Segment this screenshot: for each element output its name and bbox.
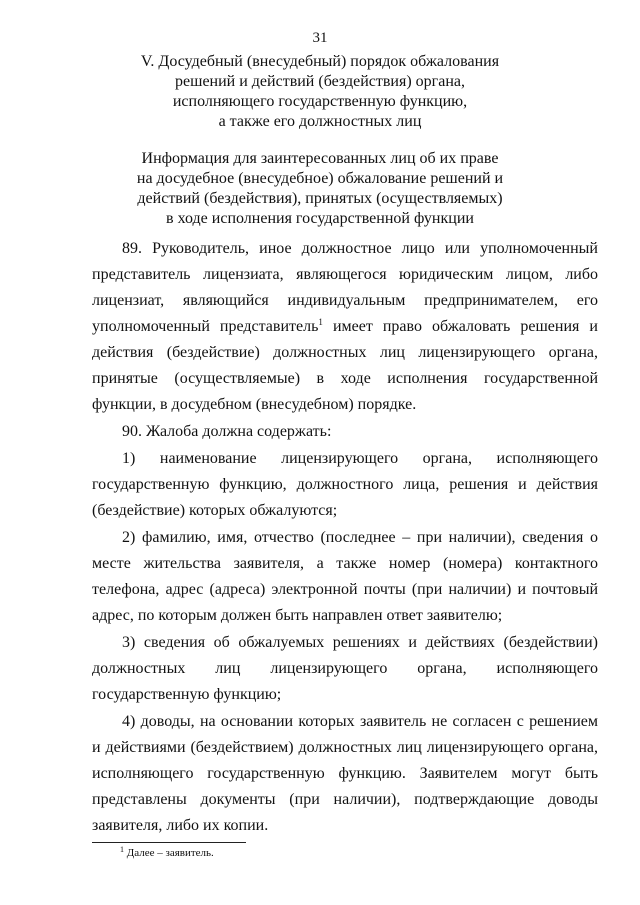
footnote-marker: 1	[120, 845, 124, 854]
section-heading	[92, 52, 548, 132]
footnote-text: Далее – заявитель.	[124, 847, 214, 859]
paragraph-89	[92, 236, 598, 418]
info-heading-line: Информация для заинтересованных лиц об их праве	[141, 150, 499, 167]
paragraph-90: 90. Жалоба должна содержать:	[122, 423, 332, 440]
section-heading-line: а также его должностных лиц	[218, 113, 422, 130]
section-heading-line: решений и действий (бездействия) органа,	[175, 73, 465, 90]
document-body	[92, 236, 598, 839]
list-item-4: 4) доводы, на основании которых заявитель не согласен с решением и действиями (бездействием) должностных лиц лицензирующего органа, исполняющего государственную функцию. Заявителем могут быть представлены документы (при наличии), подтверждающие доводы заявителя, либо их копии.	[92, 713, 598, 834]
list-item-3: 3) сведения об обжалуемых решениях и действиях (бездействии) должностных лиц лицензирующего органа, исполняющего государственную функцию;	[92, 634, 598, 703]
paragraph-89-text-continued: имеет право обжаловать решения и действия (бездействие) должностных лиц лицензирующего органа, принятые (осуществляемые) в ходе исполнения государственной функции, в досудебном (внесудебном) порядке.	[92, 318, 598, 413]
info-heading	[92, 149, 548, 229]
section-heading-line: исполняющего государственную функцию,	[172, 93, 468, 110]
info-heading-line: в ходе исполнения государственной функции	[166, 210, 474, 227]
footnote	[120, 846, 214, 860]
info-heading-line: на досудебное (внесудебное) обжалование решений и	[136, 170, 504, 187]
list-item-1: 1) наименование лицензирующего органа, исполняющего государственную функцию, должностного лица, решения и действия (бездействие) которых обжалуются;	[92, 450, 598, 519]
footnote-reference: 1	[318, 317, 323, 327]
section-heading-line: V. Досудебный (внесудебный) порядок обжалования	[140, 53, 500, 70]
info-heading-line: действий (бездействия), принятых (осуществляемых)	[137, 190, 503, 207]
page-number: 31	[312, 30, 328, 46]
list-item-2: 2) фамилию, имя, отчество (последнее – при наличии), сведения о месте жительства заявителя, а также номер (номера) контактного телефона, адрес (адреса) электронной почты (при наличии) и почтовый адрес, по которым должен быть направлен ответ заявителю;	[92, 529, 598, 624]
paragraph-89-text: 89. Руководитель, иное должностное лицо или уполномоченный представитель лицензиата, являющегося юридическим лицом, либо лицензиат, являющийся индивидуальным предпринимателем, его уполномоченный представитель	[92, 240, 598, 335]
footnote-separator	[92, 842, 246, 843]
